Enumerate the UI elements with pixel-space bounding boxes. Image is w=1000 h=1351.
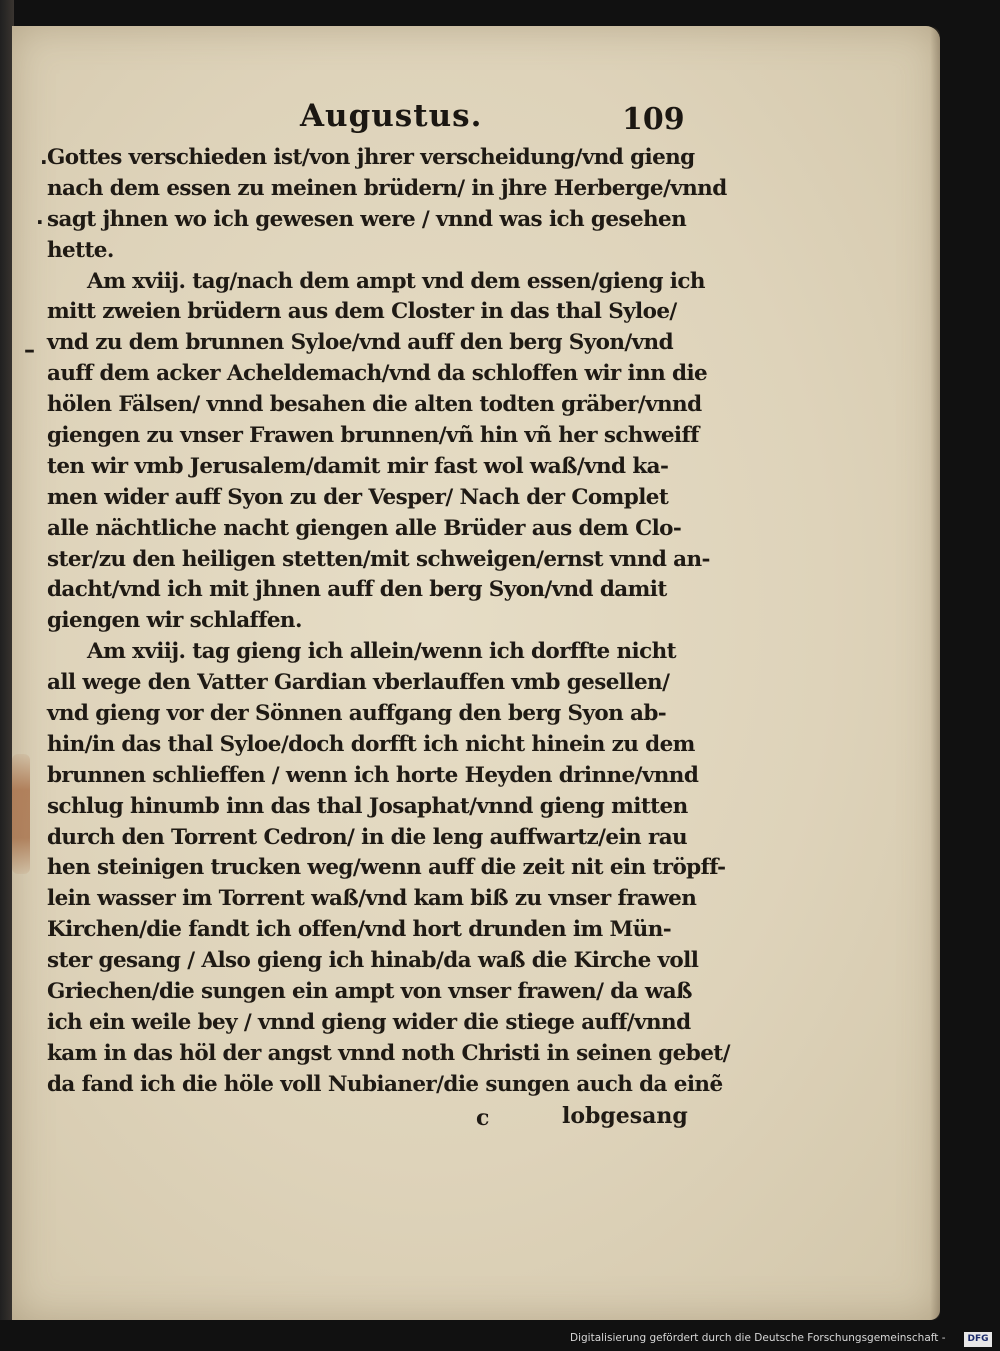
text-line: men wider auff Syon zu der Vesper/ Nach der Complet — [47, 484, 669, 510]
text-line: sagt jhnen wo ich gewesen were / vnnd was ich gesehen — [47, 206, 687, 232]
text-line: ten wir vmb Jerusalem/damit mir fast wol waß/vnd ka- — [47, 453, 669, 479]
margin-mark: – — [24, 338, 35, 363]
text-line: vnd gieng vor der Sönnen auffgang den berg Syon ab- — [47, 701, 667, 727]
signature-mark: c — [476, 1105, 490, 1131]
text-line: hölen Fälsen/ vnnd besahen die alten todten gräber/vnnd — [47, 392, 702, 418]
text-line: hin/in das thal Syloe/doch dorfft ich nicht hinein zu dem — [47, 731, 695, 757]
text-line: mitt zweien brüdern aus dem Closter in das thal Syloe/ — [47, 299, 677, 325]
text-line: auff dem acker Acheldemach/vnd da schloffen wir inn die — [47, 361, 708, 387]
text-line: Griechen/die sungen ein ampt von vnser frawen/ da waß — [47, 979, 692, 1005]
text-line: Gottes verschieden ist/von jhrer verscheidung/vnd gieng — [47, 145, 695, 170]
text-line: ster gesang / Also gieng ich hinab/da waß die Kirche voll — [47, 948, 699, 974]
text-line: all wege den Vatter Gardian vberlauffen vmb gesellen/ — [47, 670, 670, 696]
text-line: schlug hinumb inn das thal Josaphat/vnnd gieng mitten — [47, 793, 688, 819]
text-line: alle nächtliche nacht giengen alle Brüder aus dem Clo- — [47, 515, 682, 541]
running-head: Augustus. — [300, 98, 483, 134]
dfg-logo: DFG — [964, 1332, 992, 1347]
margin-mark: · — [36, 210, 44, 234]
text-line: durch den Torrent Cedron/ in die leng auffwartz/ein rau — [47, 824, 688, 850]
page-number: 109 — [622, 102, 685, 137]
text-line: vnd zu dem brunnen Syloe/vnd auff den berg Syon/vnd — [47, 330, 674, 356]
text-line: hette. — [47, 237, 114, 263]
paper-stain — [12, 754, 30, 874]
digitization-credit: Digitalisierung gefördert durch die Deutsche Forschungsgemeinschaft - — [570, 1332, 946, 1344]
text-line: brunnen schlieffen / wenn ich horte Heyden drinne/vnnd — [47, 762, 699, 788]
text-line: lein wasser im Torrent waß/vnd kam biß zu vnser frawen — [47, 886, 697, 912]
text-line: nach dem essen zu meinen brüdern/ in jhre Herberge/vnnd — [47, 175, 727, 201]
text-line: Kirchen/die fandt ich offen/vnd hort drunden im Mün- — [47, 917, 672, 943]
text-line: da fand ich die höle voll Nubianer/die sungen auch da einẽ — [47, 1071, 723, 1097]
body-text — [47, 143, 730, 1101]
text-line: giengen zu vnser Frawen brunnen/vñ hin vñ her schweiff — [47, 423, 699, 449]
text-line: Am xviij. tag gieng ich allein/wenn ich dorffte nicht — [87, 639, 676, 665]
text-line: dacht/vnd ich mit jhnen auff den berg Syon/vnd damit — [47, 577, 667, 603]
text-line: Am xviij. tag/nach dem ampt vnd dem essen/gieng ich — [87, 268, 705, 294]
text-line: ster/zu den heiligen stetten/mit schweigen/ernst vnnd an- — [47, 546, 710, 572]
text-line: giengen wir schlaffen. — [47, 608, 302, 634]
text-line: hen steinigen trucken weg/wenn auff die zeit nit ein tröpff- — [47, 855, 726, 881]
catchword: lobgesang — [562, 1103, 688, 1129]
margin-mark: · — [40, 150, 48, 174]
text-line: kam in das höl der angst vnnd noth Christi in seinen gebet/ — [47, 1040, 730, 1066]
text-line: ich ein weile bey / vnnd gieng wider die stiege auff/vnnd — [47, 1009, 691, 1035]
